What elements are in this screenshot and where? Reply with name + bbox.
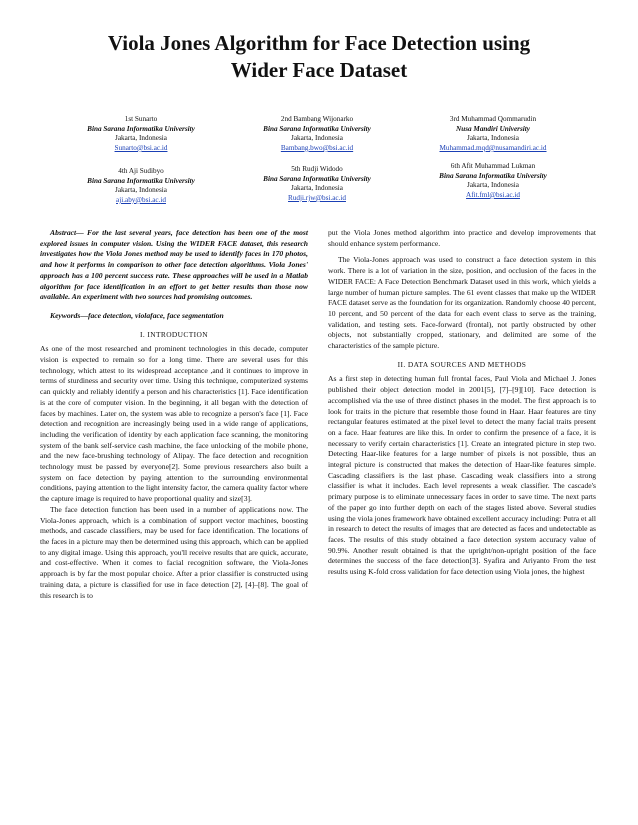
abstract-label: Abstract— xyxy=(50,228,84,237)
author-block-3 xyxy=(398,115,588,153)
author-name: 4th Aji Sudibyo xyxy=(118,167,164,175)
author-email-link[interactable]: Rudji.rjw@bsi.ac.id xyxy=(288,193,346,202)
paper-title xyxy=(40,30,598,84)
author-email-link[interactable]: aji.aby@bsi.ac.id xyxy=(116,195,166,204)
title-line-1: Viola Jones Algorithm for Face Detection using xyxy=(107,31,531,55)
abstract xyxy=(40,228,308,303)
author-affiliation: Bina Sarana Informatika University xyxy=(87,124,195,133)
right-paragraph-1: put the Viola Jones method algorithm into practice and develop improvements that should enhance system performance. xyxy=(328,228,596,248)
author-name: 3rd Muhammad Qommarudin xyxy=(449,115,537,123)
author-affiliation: Nusa Mandiri University xyxy=(456,124,530,133)
author-block-6 xyxy=(398,162,588,200)
intro-paragraph-1: As one of the most researched and prominent technologies in this decade, computer vision is expected to remain so for a long time. There are several uses for this technology, which attest to its widespread acceptance ,and it continues to improve in terms of sturdiness and security over time. Using this technique, computerized systems can quickly and reliably identify a person and his characteristics [1]. Face identification is at the core of computer vision. In the beginning, it all began with the detection of faces by machines. Later on, the system was able to recognize a person's face [1]. Face detection and recognition are increasingly being used in a wide range of applications, including the verification of identity by each application face scanning, the monitoring system of the bank self-service cash machine, the face unlocking of the mobile phone, and the new face-brushing technology of Alipay. The face detection and recognition technology must be passed by everyone[2]. Some previous researchers also built a system on face detection by paying attention to the surrounding environmental conditions, paying attention to the light intensity factor, the camera quality factor where the capture image is required to have proportional quality and size[3]. xyxy=(40,344,308,504)
keywords: Keywords—face detection, violaface, face segmentation xyxy=(50,310,224,320)
author-block-1 xyxy=(46,115,236,153)
title-line-2: Wider Face Dataset xyxy=(230,58,408,82)
author-name: 6th Afit Muhammad Lukman xyxy=(450,162,536,170)
author-affiliation: Bina Sarana Informatika University xyxy=(263,124,371,133)
author-affiliation: Bina Sarana Informatika University xyxy=(263,174,371,183)
author-location: Jakarta, Indonesia xyxy=(115,186,167,195)
right-paragraph-2: The Viola-Jones approach was used to construct a face detection system in this work. There is a lot of variation in the size, position, and occlusion of the faces in the WIDER FACE: A Face Detection Benchmark Dataset used in this work, which yields a large number of human picture samples. The 61 event classes that make up the WIDER FACE dataset serve as the foundation for its organization. Randomly choose 40 percent, 10 percent, and 50 percent of the data for each event class to serve as the training, validation, and testing sets. Face-forward (frontal), not partly obstructed by other objects, not substantially cropped, stationary, and delimited are some of the characteristics of the sample picture. xyxy=(328,255,596,351)
author-email-link[interactable]: Muhammad.mqd@nusamandiri.ac.id xyxy=(439,143,547,152)
author-email-link[interactable]: Sunarto@bsi.ac.id xyxy=(114,143,168,152)
author-location: Jakarta, Indonesia xyxy=(291,184,343,193)
author-location: Jakarta, Indonesia xyxy=(467,134,519,143)
methods-paragraph-1: As a first step in detecting human full frontal faces, Paul Viola and Michael J. Jones published their object detection model in 2001[5], [7]–[9][10]. Face detection is accomplished via the use of three distinct phases in the model. The first approach is to look for traits in the picture that resemble those found in Haar. Haar features are tiny rectangular features estimated at the pixel level to detect the many facial traits present on a face. Haar features are like this. In order to confirm the presence of a face, it is necessary to verify certain characteristics [1]. Create an integrated picture in step two. Detecting Haar-like features for a large number of pixels is not possible, thus an integral picture is constructed that makes the detection of Haar-like features simple. Cascading classifiers is the last phase. Cascading weak classifiers into a strong classifier is what it includes. Each level represents a weak classifier. The cascade's primary purpose is to eliminate unnecessary faces in order to save time. The next parts of the paper go into further depth on each of the stages listed above. Several studies using the viola jones framework have obtained excellent accuracy including: Putra et all in research to detect the results of images that are detected as faces and undetectable as faces. The results of this study obtained a face detection system accuracy value of 90.9%. Another result obtained is that the upright/non-upright position of the face determines the success of the face detection[3]. Syafira and Ariyanto From the test results using K-fold cross validation for face detection using Viola jones, the highest xyxy=(328,374,596,577)
author-block-2 xyxy=(222,115,412,153)
intro-paragraph-2: The face detection function has been used in a number of applications now. The Viola-Jones approach, which is a combination of support vector machines, boosting methods, and cascade classifiers, may be used for face identification. The locations of the faces in a picture may then be determined using this approach, which can be applied to any digital image. Using this approach, you'll receive results that are quick, accurate, and cost-effective. When it comes to facial recognition software, the Viola-Jones approach is by far the most popular choice. After a prior classifier is constructed using training data, a picture is classified for use in face detection [2], [4]–[8]. The goal of this research is to xyxy=(40,504,308,600)
author-email-link[interactable]: Bambang.bwo@bsi.ac.id xyxy=(280,143,354,152)
author-affiliation: Bina Sarana Informatika University xyxy=(87,176,195,185)
right-column xyxy=(328,228,596,578)
left-column xyxy=(40,228,308,601)
author-block-4 xyxy=(46,167,236,205)
author-name: 1st Sunarto xyxy=(124,115,158,123)
author-location: Jakarta, Indonesia xyxy=(467,181,519,190)
author-location: Jakarta, Indonesia xyxy=(291,134,343,143)
author-email-link[interactable]: Afit.fml@bsi.ac.id xyxy=(466,190,520,199)
author-name: 5th Rudji Widodo xyxy=(291,165,343,173)
author-block-5 xyxy=(222,165,412,203)
author-affiliation: Bina Sarana Informatika University xyxy=(439,171,547,180)
author-location: Jakarta, Indonesia xyxy=(115,134,167,143)
section-heading-data-sources: II. DATA SOURCES AND METHODS xyxy=(397,359,527,369)
abstract-text: For the last several years, face detection has been one of the most explored issues in computer vision. Using the WIDER FACE dataset, this research investigates how the Viola Jones method may be used to identify faces in 170 photos, and how it performs in comparison to other face detection algorithms. Viola Jones' approach has a 100 percent success rate. These approaches will be used in a Matlab algorithm for face identification in an effort to get better results than those now available. An experiment with two sources had promising outcomes. xyxy=(40,228,308,302)
author-name: 2nd Bambang Wijonarko xyxy=(280,115,354,123)
section-heading-introduction: I. INTRODUCTION xyxy=(140,329,208,339)
